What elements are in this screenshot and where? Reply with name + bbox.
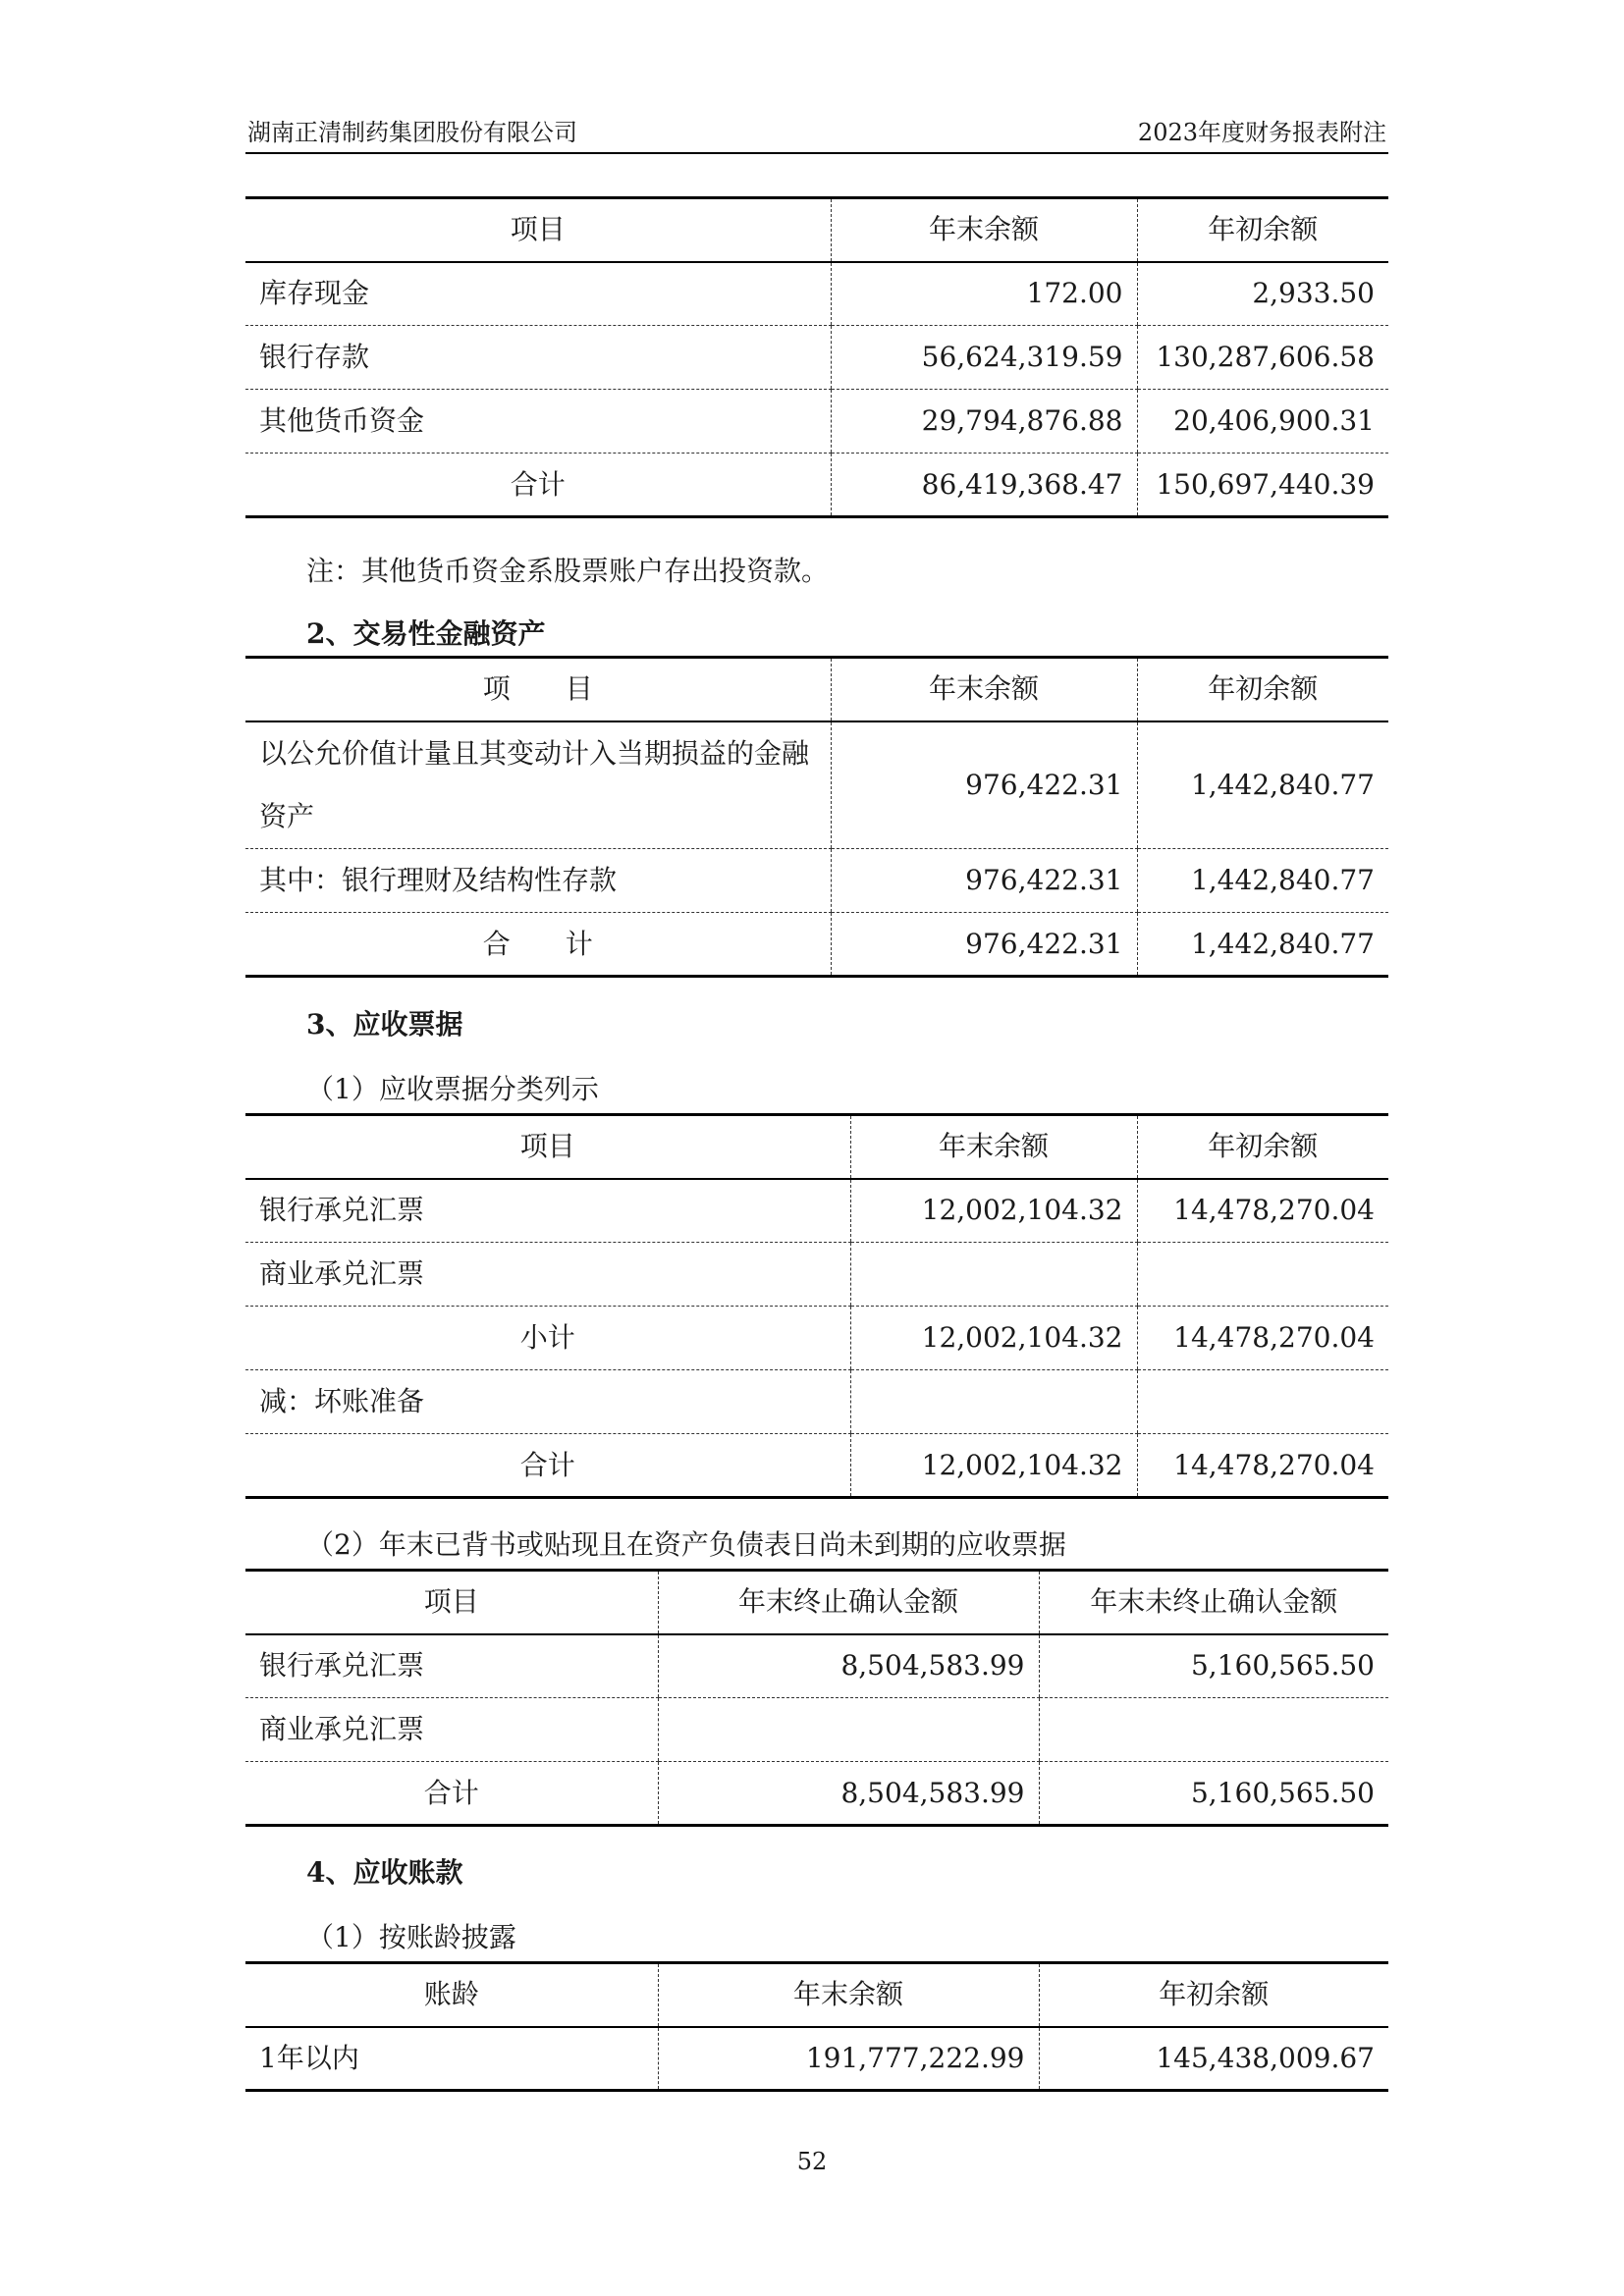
year-end-balance: 12,002,104.32	[850, 1179, 1137, 1243]
year-end-balance: 12,002,104.32	[850, 1434, 1137, 1498]
year-end-balance: 976,422.31	[831, 849, 1137, 913]
row-label: 1年以内	[245, 2027, 658, 2091]
column-header: 年末余额	[831, 658, 1137, 721]
report-title: 2023年度财务报表附注	[1137, 119, 1386, 146]
year-begin-balance	[1137, 1243, 1388, 1307]
year-begin-balance: 150,697,440.39	[1137, 454, 1388, 517]
year-begin-balance: 14,478,270.04	[1137, 1307, 1388, 1370]
table-row	[245, 1179, 1388, 1243]
year-end-balance: 56,624,319.59	[831, 326, 1137, 390]
notes-receivable-table	[245, 1113, 1388, 1499]
endorsed-notes-table	[245, 1569, 1388, 1827]
table-row	[245, 1370, 1388, 1434]
table-row	[245, 1243, 1388, 1307]
table-header-row	[245, 198, 1388, 262]
year-end-balance: 29,794,876.88	[831, 390, 1137, 454]
aging-table	[245, 1961, 1388, 2092]
page-number: 52	[796, 2148, 828, 2175]
trading-assets-table	[245, 656, 1388, 978]
subsection-heading: （2）年末已背书或贴现且在资产负债表日尚未到期的应收票据	[306, 1528, 1066, 1561]
year-begin-balance: 1,442,840.77	[1137, 913, 1388, 977]
column-header: 年初余额	[1137, 658, 1388, 721]
section-heading-notes-receivable: 3、应收票据	[306, 1008, 463, 1041]
column-header: 项目	[245, 1571, 658, 1634]
column-header: 年末余额	[831, 198, 1137, 262]
column-header: 项 目	[245, 658, 831, 721]
table-row	[245, 1698, 1388, 1762]
column-header: 年末余额	[658, 1963, 1039, 2027]
row-label: 其中：银行理财及结构性存款	[245, 849, 831, 913]
row-label: 银行存款	[245, 326, 831, 390]
column-header: 年初余额	[1137, 198, 1388, 262]
derecognized-amount: 8,504,583.99	[658, 1762, 1039, 1826]
table-row	[245, 849, 1388, 913]
year-end-balance: 191,777,222.99	[658, 2027, 1039, 2091]
year-begin-balance: 1,442,840.77	[1137, 721, 1388, 849]
table-row	[245, 721, 1388, 849]
row-label: 商业承兑汇票	[245, 1698, 658, 1762]
row-label: 以公允价值计量且其变动计入当期损益的金融资产	[245, 721, 831, 849]
column-header: 年初余额	[1039, 1963, 1388, 2027]
year-begin-balance: 20,406,900.31	[1137, 390, 1388, 454]
table-row	[245, 2027, 1388, 2091]
total-row	[245, 913, 1388, 977]
row-label: 小计	[245, 1307, 850, 1370]
year-begin-balance: 14,478,270.04	[1137, 1434, 1388, 1498]
subsection-heading: （1）按账龄披露	[306, 1921, 516, 1953]
row-label: 合计	[245, 1762, 658, 1826]
table-header-row	[245, 1115, 1388, 1179]
page-header	[245, 113, 1388, 154]
column-header: 项目	[245, 1115, 850, 1179]
column-header: 账龄	[245, 1963, 658, 2027]
year-end-balance	[850, 1370, 1137, 1434]
column-header: 项目	[245, 198, 831, 262]
year-begin-balance: 130,287,606.58	[1137, 326, 1388, 390]
cash-note: 注：其他货币资金系股票账户存出投资款。	[306, 555, 830, 587]
year-end-balance: 86,419,368.47	[831, 454, 1137, 517]
table-header-row	[245, 658, 1388, 721]
row-label: 银行承兑汇票	[245, 1179, 850, 1243]
row-label: 合 计	[245, 913, 831, 977]
year-end-balance	[850, 1243, 1137, 1307]
column-header: 年末终止确认金额	[658, 1571, 1039, 1634]
year-begin-balance: 1,442,840.77	[1137, 849, 1388, 913]
row-label: 合计	[245, 454, 831, 517]
year-end-balance: 976,422.31	[831, 721, 1137, 849]
subsection-heading: （1）应收票据分类列示	[306, 1073, 599, 1105]
table-header-row	[245, 1571, 1388, 1634]
company-name: 湖南正清制药集团股份有限公司	[247, 119, 577, 146]
column-header: 年末余额	[850, 1115, 1137, 1179]
table-header-row	[245, 1963, 1388, 2027]
year-begin-balance	[1137, 1370, 1388, 1434]
table-row	[245, 262, 1388, 326]
subtotal-row	[245, 1307, 1388, 1370]
year-end-balance: 12,002,104.32	[850, 1307, 1137, 1370]
table-row	[245, 326, 1388, 390]
row-label: 库存现金	[245, 262, 831, 326]
row-label: 其他货币资金	[245, 390, 831, 454]
year-end-balance: 976,422.31	[831, 913, 1137, 977]
row-label: 减：坏账准备	[245, 1370, 850, 1434]
derecognized-amount: 8,504,583.99	[658, 1634, 1039, 1698]
section-heading-trading-assets: 2、交易性金融资产	[306, 617, 546, 650]
total-row	[245, 1434, 1388, 1498]
year-begin-balance: 2,933.50	[1137, 262, 1388, 326]
section-heading-accounts-receivable: 4、应收账款	[306, 1856, 463, 1889]
derecognized-amount	[658, 1698, 1039, 1762]
total-row	[245, 454, 1388, 517]
not-derecognized-amount: 5,160,565.50	[1039, 1634, 1388, 1698]
table-row	[245, 1634, 1388, 1698]
not-derecognized-amount: 5,160,565.50	[1039, 1762, 1388, 1826]
row-label: 银行承兑汇票	[245, 1634, 658, 1698]
cash-table	[245, 196, 1388, 518]
year-begin-balance: 14,478,270.04	[1137, 1179, 1388, 1243]
year-begin-balance: 145,438,009.67	[1039, 2027, 1388, 2091]
table-row	[245, 390, 1388, 454]
column-header: 年初余额	[1137, 1115, 1388, 1179]
year-end-balance: 172.00	[831, 262, 1137, 326]
not-derecognized-amount	[1039, 1698, 1388, 1762]
row-label: 合计	[245, 1434, 850, 1498]
total-row	[245, 1762, 1388, 1826]
row-label: 商业承兑汇票	[245, 1243, 850, 1307]
column-header: 年末未终止确认金额	[1039, 1571, 1388, 1634]
